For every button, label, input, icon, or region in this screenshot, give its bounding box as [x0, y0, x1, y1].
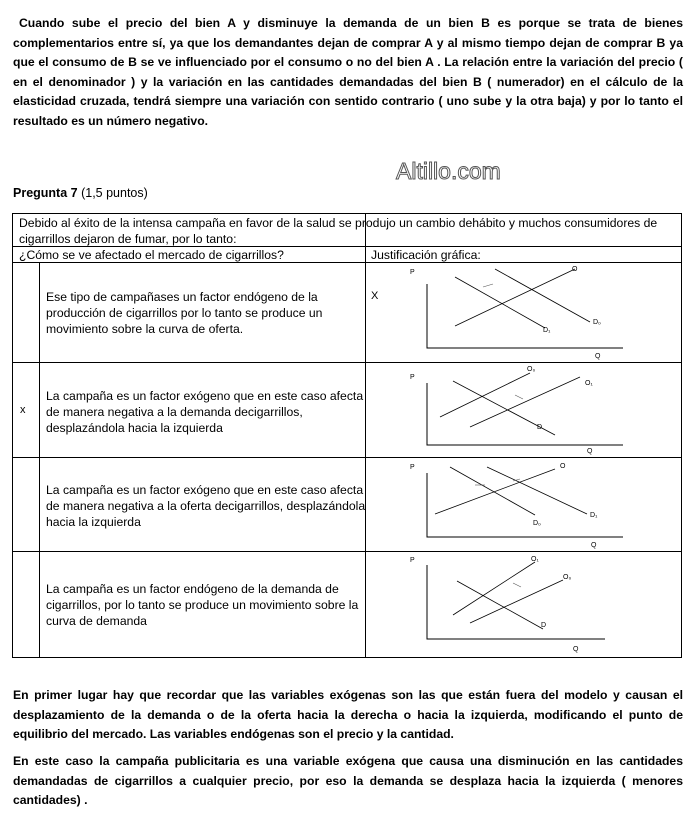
option-2-mark: x	[20, 404, 26, 416]
graph-2-axis-q: Q	[587, 448, 593, 455]
graph-1-label-c: D₁	[543, 327, 551, 334]
graph-1-axis-p: P	[410, 269, 415, 276]
graph-1	[365, 264, 665, 365]
graph-4-label-b: O₀	[563, 574, 572, 581]
graph-3	[365, 459, 665, 556]
option-1-mark: X	[371, 290, 379, 302]
graph-3-label-b: D₁	[590, 512, 598, 519]
column-divider	[39, 262, 40, 657]
graph-3-label-c: D₀	[533, 520, 541, 527]
watermark-logo: Altillo.com	[396, 158, 501, 184]
header-left: ¿Cómo se ve afectado el mercado de cigarrillos?	[19, 248, 284, 262]
option-2-text: La campaña es un factor exógeno que en este caso afecta de manera negativa a la demanda decigarrillos, desplazándola hacia la izquierda	[46, 389, 364, 435]
graph-4-axis-p: P	[410, 557, 415, 564]
graph-1-label-b: D₀	[593, 319, 601, 326]
table-divider	[13, 262, 681, 263]
graph-2-label-c: D	[537, 424, 543, 431]
graph-3-axis-p: P	[410, 464, 415, 471]
bottom-paragraph-1: En primer lugar hay que recordar que las variables exógenas son las que están fuera del modelo y causan el desplazamiento de la demanda o de la oferta hacia la derecha o hacia la izquierda, modificando el punto de equilibrio del mercado. Las variables endógenas son el precio y la cantidad.	[13, 688, 683, 741]
graph-4	[365, 553, 665, 662]
question-points: (1,5 puntos)	[81, 186, 148, 200]
option-4-text: La campaña es un factor endógeno de la demanda de cigarrillos, por lo tanto se produce un movimiento sobre la curva de demanda	[46, 582, 359, 628]
question-title	[13, 186, 148, 200]
question-table	[12, 213, 682, 658]
question-label: Pregunta 7	[13, 186, 78, 200]
bottom-paragraph-2: En este caso la campaña publicitaria es una variable exógena que causa una disminución en las cantidades demandadas de cigarrillos a cualquier precio, por eso la demanda se desplaza hacia la izquierda ( menores cantidades) .	[13, 754, 683, 807]
graph-4-label-a: O₁	[531, 556, 539, 563]
top-paragraph: Cuando sube el precio del bien A y disminuye la demanda de un bien B es porque se trata de bienes complementarios entre sí, ya que los demandantes dejan de comprar A y al mismo tiempo dejan de comprar B ya que el consumo de B se ve influenciado por el consumo o no del bien A . La relación entre la variación del precio ( en el denominador ) y la variación en las cantidades demandadas del bien B ( numerador) en el cálculo de la elasticidad cruzada, tendrá siempre una variación con sentido contrario ( uno sube y la otra baja) y por lo tanto el resultado es un número negativo.	[13, 16, 683, 128]
graph-4-axis-q: Q	[573, 646, 579, 653]
graph-1-axis-q: Q	[595, 353, 601, 360]
graph-3-label-a: O	[560, 463, 566, 470]
option-3-text: La campaña es un factor exógeno que en este caso afecta de manera negativa a la oferta decigarrillos, desplazándola hacia la izquierda	[46, 483, 366, 529]
header-right: Justificación gráfica:	[371, 248, 481, 262]
graph-2-label-a: O₀	[527, 366, 536, 373]
graph-2-label-b: O₁	[585, 380, 593, 387]
graph-3-axis-q: Q	[591, 542, 597, 549]
graph-2	[365, 365, 665, 462]
option-1-text: Ese tipo de campañases un factor endógeno de la producción de cigarrillos por lo tanto se produce un movimiento sobre la curva de oferta.	[46, 290, 323, 336]
graph-2-axis-p: P	[410, 374, 415, 381]
graph-1-label-a: O	[572, 266, 578, 273]
table-intro: Debido al éxito de la intensa campaña en favor de la salud se produjo un cambio dehábito y muchos consumidores de cigarrillos dejaron de fumar, por lo tanto:	[19, 216, 658, 246]
graph-4-label-c: D	[541, 622, 547, 629]
